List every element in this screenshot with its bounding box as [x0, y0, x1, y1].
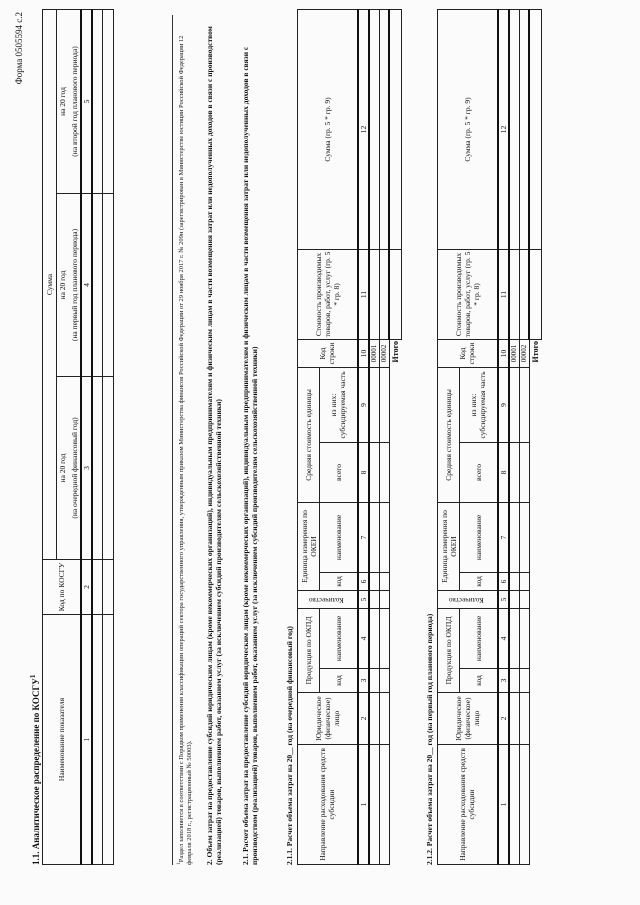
okpd-header: Продукция по ОКПД [438, 608, 460, 692]
kosgu-cell [103, 9, 114, 193]
kosgu-header-col5-period: (на второй год планового периода) [69, 9, 81, 193]
kosgu-cell [103, 615, 114, 865]
data-cell [379, 693, 389, 745]
calc-table-2-1-2 [437, 9, 542, 865]
data-cell [519, 572, 529, 590]
colnum-8: 8 [498, 442, 509, 502]
kosgu-colnum-3: 3 [81, 377, 92, 560]
unit-header: Единица измерения по ОКЕИ [438, 502, 460, 590]
itogo-cell [389, 9, 401, 249]
product-cost-header: Стоимость производимых товаров, работ, услуг (гр. 5 * гр. 8) [298, 249, 358, 339]
colnum-8: 8 [358, 442, 369, 502]
avg-subsidy-header: из них: субсидируемая часть [460, 367, 498, 442]
colnum-1: 1 [498, 745, 509, 865]
avg-cost-header: Средняя стоимость единицы [438, 367, 460, 502]
kosgu-colnum-2: 2 [81, 560, 92, 615]
colnum-12: 12 [498, 9, 509, 249]
colnum-2: 2 [358, 693, 369, 745]
kosgu-cell [92, 377, 103, 560]
form-code: Форма 0505594 с.2 [14, 12, 24, 85]
data-cell [509, 249, 520, 339]
line-code-header: Код строки [298, 339, 358, 367]
data-cell [509, 693, 520, 745]
legal-header: Юридическое (физическое) лицо [438, 693, 498, 745]
data-cell [519, 502, 529, 572]
kosgu-header-name: Наименование показателя [43, 615, 81, 865]
colnum-2: 2 [498, 693, 509, 745]
data-cell [519, 693, 529, 745]
kosgu-table [42, 9, 114, 865]
kosgu-header-col4-year: на 20 год [57, 194, 69, 377]
itogo-cell [529, 9, 541, 249]
okpd-name-header: наименование [460, 608, 498, 668]
okpd-code-header: код [460, 669, 498, 693]
kosgu-cell [92, 194, 103, 377]
data-cell [519, 590, 529, 608]
direction-header: Направление расходования средств субсидии [438, 745, 498, 865]
unit-header: Единица измерения по ОКЕИ [298, 502, 320, 590]
sum-header: Сумма (гр. 5 * гр. 9) [298, 9, 358, 249]
data-cell [369, 442, 380, 502]
kosgu-header-col5-year: на 20 год [57, 9, 69, 193]
footnote-number: 1 [176, 862, 182, 865]
data-cell [509, 502, 520, 572]
unit-code-header: код [460, 572, 498, 590]
line-code-header: Код строки [438, 339, 498, 367]
okpd-code-header: код [320, 669, 358, 693]
data-cell [519, 745, 529, 865]
direction-header: Направление расходования средств субсидии [298, 745, 358, 865]
colnum-11: 11 [498, 249, 509, 339]
data-cell [379, 745, 389, 865]
data-cell [369, 367, 380, 442]
data-cell [369, 572, 380, 590]
itogo-label: Итого [390, 340, 400, 363]
colnum-10: 10 [358, 339, 369, 367]
kosgu-header-col3-period: (на очередной финансовый год) [69, 377, 81, 560]
section-2-1-1-title: 2.1.1. Расчет объема затрат на 20__ год (на очередной финансовый год) [285, 626, 294, 865]
kosgu-cell [92, 9, 103, 193]
data-cell [509, 9, 520, 249]
itogo-cell [529, 249, 541, 339]
okpd-header: Продукция по ОКПД [298, 608, 320, 692]
data-cell [379, 608, 389, 668]
footnote-text: Раздел заполняется в соответствии с Порядком применения классификации операций сектора государственного управления, утвержденным приказом Министерства финансов Российской Федерации от 29 ноября 2017 г. № 209н (зарегистрирован в Министерстве юстиции Российской Федерации 12 февраля 2018 г., регистрационный № 50003). [178, 35, 194, 865]
colnum-5: 5 [498, 590, 509, 608]
colnum-10: 10 [498, 339, 509, 367]
colnum-4: 4 [358, 608, 369, 668]
itogo-label: Итого [530, 340, 540, 363]
data-cell [379, 669, 389, 693]
colnum-6: 6 [358, 572, 369, 590]
kosgu-cell [103, 194, 114, 377]
section-2-1-2-title: 2.1.2. Расчет объема затрат на 20__ год (на первый год планового периода) [425, 613, 434, 865]
kosgu-cell [103, 377, 114, 560]
section-1-1-title [28, 674, 41, 865]
colnum-9: 9 [358, 367, 369, 442]
section-1-1-title-text: 1.1. Аналитическое распределение по КОСГУ [31, 678, 41, 865]
data-cell [509, 572, 520, 590]
quantity-header [298, 590, 358, 608]
colnum-5: 5 [358, 590, 369, 608]
row-code: 00002 [379, 339, 389, 367]
data-cell [369, 745, 380, 865]
quantity-header-text: Количество [448, 595, 484, 604]
footnote-mark: 1 [28, 674, 37, 679]
colnum-4: 4 [498, 608, 509, 668]
colnum-7: 7 [498, 502, 509, 572]
colnum-11: 11 [358, 249, 369, 339]
data-cell [519, 608, 529, 668]
quantity-header-text: Количество [308, 595, 344, 604]
kosgu-colnum-4: 4 [81, 194, 92, 377]
row-code: 00001 [509, 339, 520, 367]
colnum-7: 7 [358, 502, 369, 572]
data-cell [509, 608, 520, 668]
footnote [172, 15, 194, 865]
avg-total-header: всего [320, 442, 358, 502]
data-cell [369, 502, 380, 572]
kosgu-header-sum: Сумма [43, 9, 57, 559]
colnum-12: 12 [358, 9, 369, 249]
kosgu-cell [92, 615, 103, 865]
data-cell [509, 745, 520, 865]
avg-subsidy-header: из них: субсидируемая часть [320, 367, 358, 442]
data-cell [369, 669, 380, 693]
data-cell [519, 367, 529, 442]
data-cell [509, 442, 520, 502]
data-cell [519, 669, 529, 693]
unit-name-header: наименование [320, 502, 358, 572]
unit-name-header: наименование [460, 502, 498, 572]
kosgu-cell [92, 560, 103, 615]
data-cell [379, 9, 389, 249]
data-cell [379, 367, 389, 442]
data-cell [379, 590, 389, 608]
row-code: 00002 [519, 339, 529, 367]
data-cell [369, 249, 380, 339]
okpd-name-header: наименование [320, 608, 358, 668]
data-cell [519, 9, 529, 249]
colnum-6: 6 [498, 572, 509, 590]
calc-table-2-1-1 [297, 9, 402, 865]
colnum-3: 3 [358, 669, 369, 693]
kosgu-colnum-5: 5 [81, 9, 92, 193]
itogo-cell [389, 249, 401, 339]
data-cell [519, 442, 529, 502]
kosgu-header-col4-period: (на первый год планового периода) [69, 194, 81, 377]
legal-header: Юридическое (физическое) лицо [298, 693, 358, 745]
sum-header: Сумма (гр. 5 * гр. 9) [438, 9, 498, 249]
kosgu-header-code: Код по КОСГУ [43, 560, 81, 615]
data-cell [379, 572, 389, 590]
kosgu-cell [103, 560, 114, 615]
colnum-3: 3 [498, 669, 509, 693]
section-2-title: 2. Объем затрат на предоставление субсидий юридическим лицам (кроме некоммерческих организаций), индивидуальным предпринимателям и физическим лицам в части возмещения затрат или недополученных доходов в связи с производством (реализацией) товаров, выполнением работ, оказанием услуг (за исключением субсидий производителям сельскохозяйственной техники) [205, 26, 223, 865]
avg-total-header: всего [460, 442, 498, 502]
row-code: 00001 [369, 339, 380, 367]
data-cell [509, 669, 520, 693]
data-cell [509, 367, 520, 442]
kosgu-colnum-1: 1 [81, 615, 92, 865]
data-cell [369, 693, 380, 745]
quantity-header [438, 590, 498, 608]
avg-cost-header: Средняя стоимость единицы [298, 367, 320, 502]
kosgu-header-col3-year: на 20 год [57, 377, 69, 560]
data-cell [379, 442, 389, 502]
data-cell [509, 590, 520, 608]
product-cost-header: Стоимость производимых товаров, работ, услуг (гр. 5 * гр. 8) [438, 249, 498, 339]
colnum-9: 9 [498, 367, 509, 442]
section-2-1-title: 2.1. Расчет объема затрат на предоставление субсидий юридическим лицам (кроме некоммерческих организаций), индивидуальным предпринимателям и физическим лицам в части возмещения затрат или недополученных доходов в связи с производством (реализацией) товаров, выполнением работ, оказанием услуг (за исключением субсидий производителям сельскохозяйственной техники) [241, 46, 259, 865]
data-cell [369, 9, 380, 249]
data-cell [369, 608, 380, 668]
data-cell [379, 249, 389, 339]
data-cell [379, 502, 389, 572]
colnum-1: 1 [358, 745, 369, 865]
data-cell [519, 249, 529, 339]
unit-code-header: код [320, 572, 358, 590]
data-cell [369, 590, 380, 608]
